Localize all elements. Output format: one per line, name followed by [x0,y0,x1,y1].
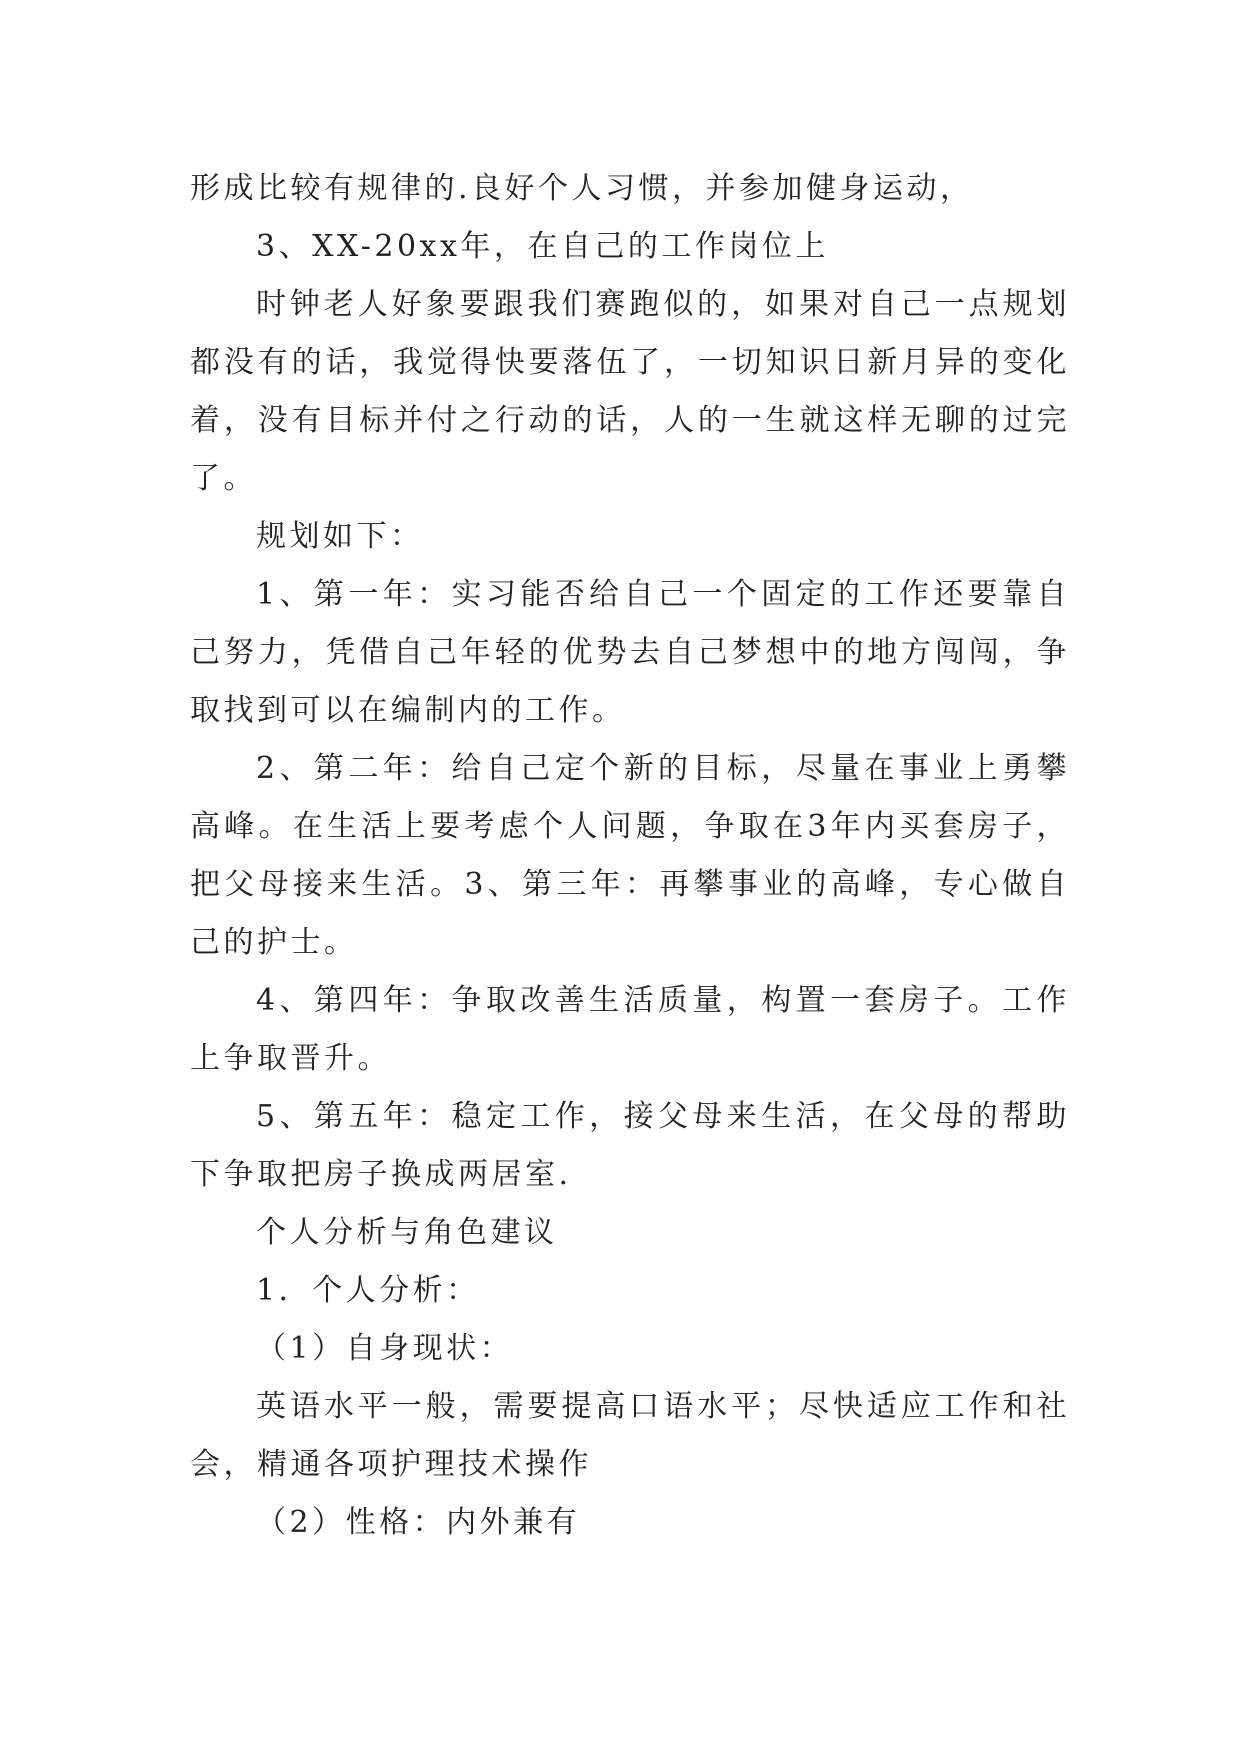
paragraph-year-five: 5、第五年：稳定工作，接父母来生活，在父母的帮助下争取把房子换成两居室. [190,1099,1070,1192]
section-heading-analysis: 个人分析与角色建议 [256,1215,558,1250]
paragraph-habits: 形成比较有规律的.良好个人习惯，并参加健身运动， [190,171,974,206]
paragraph-work-period: 3、XX-20xx年，在自己的工作岗位上 [256,229,829,264]
subheading-personality: （2）性格：内外兼有 [256,1505,581,1540]
document-body [190,160,1070,1552]
paragraph-clock-metaphor: 时钟老人好象要跟我们赛跑似的，如果对自己一点规划都没有的话，我觉得快要落伍了，一切知识日新月异的变化着，没有目标并付之行动的话，人的一生就这样无聊的过完了。 [190,287,1070,496]
paragraph-english-skills: 英语水平一般，需要提高口语水平；尽快适应工作和社会，精通各项护理技术操作 [190,1389,1070,1482]
paragraph-year-one: 1、第一年：实习能否给自己一个固定的工作还要靠自己努力，凭借自己年轻的优势去自己梦想中的地方闯闯，争取找到可以在编制内的工作。 [190,577,1070,728]
paragraph-plan-heading: 规划如下： [256,519,424,554]
subheading-current-status: （1）自身现状： [256,1331,514,1366]
paragraph-year-four: 4、第四年：争取改善生活质量，构置一套房子。工作上争取晋升。 [190,983,1070,1076]
subheading-personal-analysis: 1．个人分析： [256,1273,480,1308]
paragraph-year-two-three: 2、第二年：给自己定个新的目标，尽量在事业上勇攀高峰。在生活上要考虑个人问题，争取在3年内买套房子，把父母接来生活。3、第三年：再攀事业的高峰，专心做自己的护士。 [190,751,1070,960]
